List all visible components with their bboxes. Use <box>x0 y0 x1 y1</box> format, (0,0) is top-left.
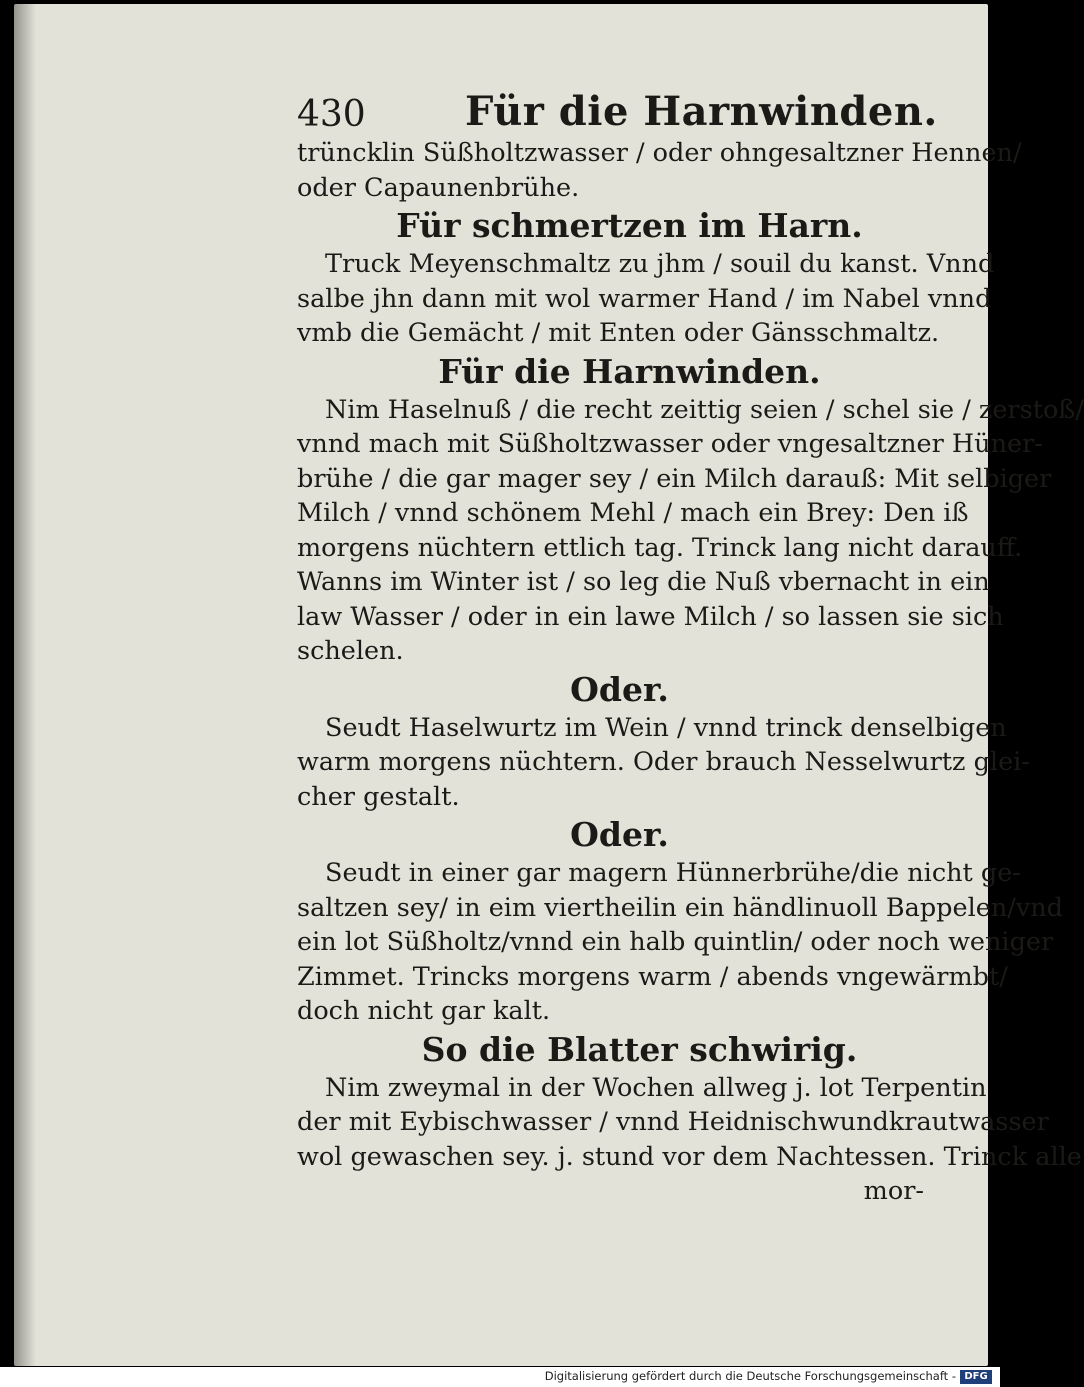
text-block <box>297 80 1084 1209</box>
text-line: ein lot Süßholtz/vnnd ein halb quintlin/ oder noch weniger <box>297 927 1054 957</box>
text-line: warm morgens nüchtern. Oder brauch Nesselwurtz glei- <box>297 747 1030 777</box>
page-header <box>297 80 942 136</box>
dfg-logo: DFG <box>960 1370 992 1384</box>
text-line: wol gewaschen sey. j. stund vor dem Nachtessen. Trinck alle <box>297 1141 1082 1172</box>
section-heading: Für schmertzen im Harn. <box>396 206 863 245</box>
text-line: Wanns im Winter ist / so leg die Nuß vbernacht in ein <box>297 567 990 597</box>
catchword: mor- <box>863 1176 924 1206</box>
text-line: der mit Eybischwasser / vnnd Heidnischwundkrautwasser <box>297 1107 1049 1137</box>
page-gutter-shadow <box>14 4 36 1366</box>
text-line: vnnd mach mit Süßholtzwasser oder vngesaltzner Hüner- <box>297 429 1043 459</box>
text-line: oder Capaunenbrühe. <box>297 172 580 203</box>
text-line: salbe jhn dann mit wol warmer Hand / im Nabel vnnd <box>297 283 992 314</box>
section-heading: Oder. <box>570 669 669 709</box>
text-line: morgens nüchtern ettlich tag. Trinck lang nicht darauff. <box>297 532 1023 563</box>
text-line: Milch / vnnd schönem Mehl / mach ein Brey: Den iß <box>297 498 969 528</box>
running-head: Für die Harnwinden. <box>465 88 938 135</box>
funding-credit: Digitalisierung gefördert durch die Deutsche Forschungsgemeinschaft - <box>544 1369 956 1383</box>
text-line: law Wasser / oder in ein lawe Milch / so lassen sie sich <box>297 601 1004 632</box>
text-line: Seudt in einer gar magern Hünnerbrühe/die nicht ge- <box>325 858 1021 888</box>
text-line: cher gestalt. <box>297 781 460 812</box>
text-line: vmb die Gemächt / mit Enten oder Gänsschmaltz. <box>297 318 940 348</box>
section-heading: Für die Harnwinden. <box>438 351 821 391</box>
section-heading: So die Blatter schwirig. <box>421 1029 858 1069</box>
page-number: 430 <box>297 94 366 135</box>
text-line: Nim Haselnuß / die recht zeittig seien / schel sie / zerstoß/ <box>325 394 1084 425</box>
text-line: saltzen sey/ in eim viertheilin ein händlinuoll Bappelen/vnd <box>297 892 1064 923</box>
text-line: Truck Meyenschmaltz zu jhm / souil du kanst. Vnnd <box>325 249 995 279</box>
text-line: Nim zweymal in der Wochen allweg j. lot Terpentin <box>325 1072 987 1103</box>
text-line: schelen. <box>297 636 404 666</box>
footer-bar <box>0 1367 1000 1387</box>
text-line: doch nicht gar kalt. <box>297 996 551 1026</box>
text-line: Seudt Haselwurtz im Wein / vnnd trinck denselbigen <box>325 712 1007 743</box>
section-heading: Oder. <box>570 815 669 854</box>
text-line: brühe / die gar mager sey / ein Milch darauß: Mit selbiger <box>297 463 1052 494</box>
text-line: Zimmet. Trincks morgens warm / abends vngewärmbt/ <box>297 961 1008 992</box>
text-line: trüncklin Süßholtzwasser / oder ohngesaltzner Hennen/ <box>297 138 1022 168</box>
